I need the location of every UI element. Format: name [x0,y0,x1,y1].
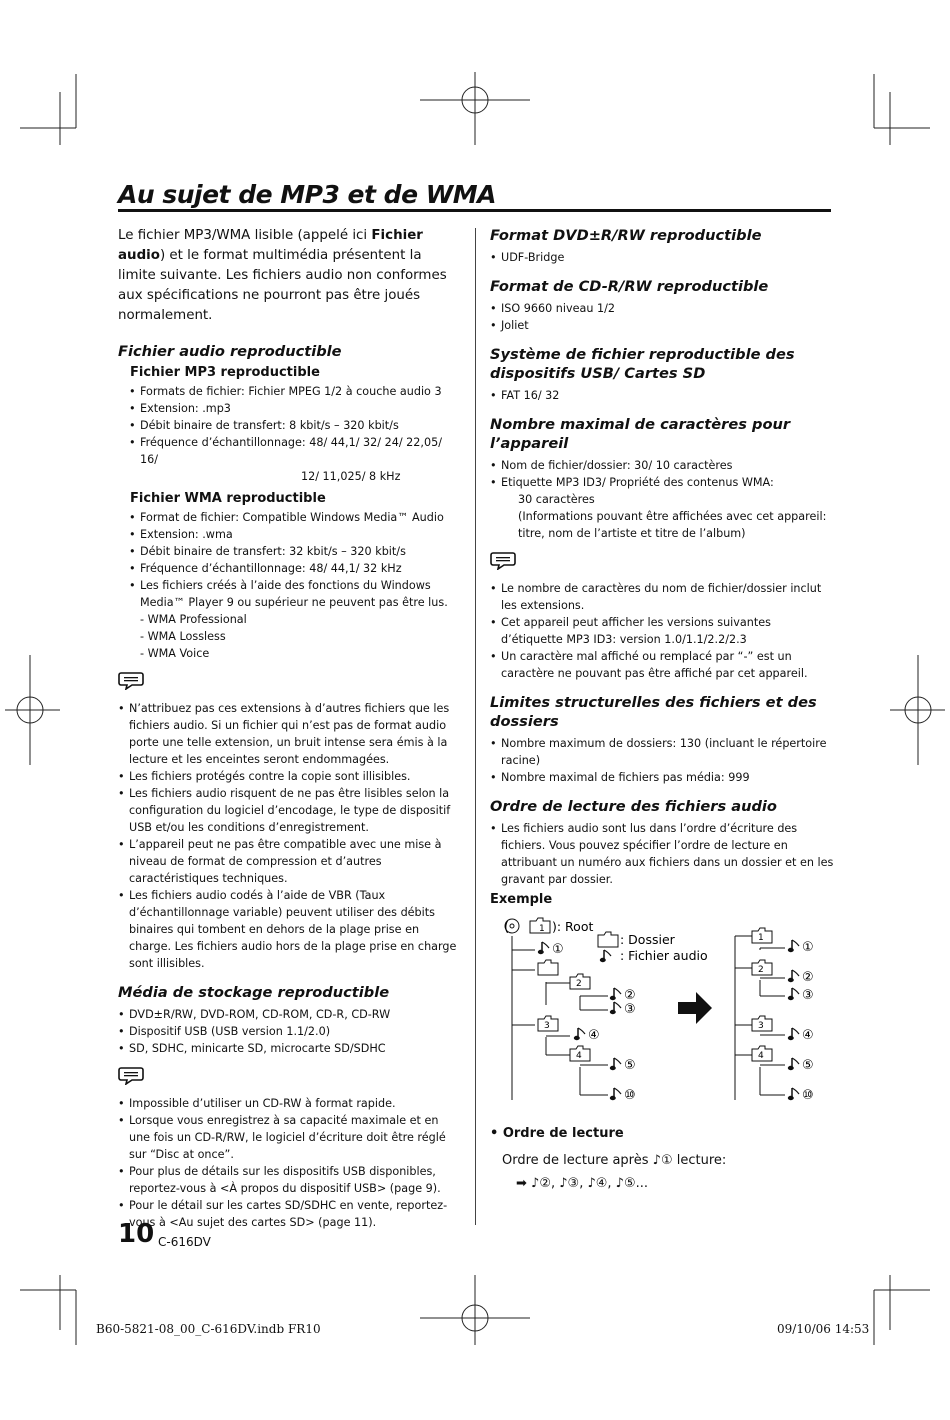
max-chars-heading: Nombre maximal de caractères pour l’appareil [490,416,791,452]
list-item: • Joliet [490,317,835,334]
list-item: • Le nombre de caractères du nom de fichier/dossier inclut les extensions. [490,580,835,614]
folder-r3: 3 [758,1021,764,1031]
file-4: ④ [588,1028,600,1043]
file-r1: ① [802,940,814,955]
list-item: • L’appareil peut ne pas être compatible avec une mise à niveau de format de compression et d’autres caractéristiques techniques. [118,836,463,887]
list-item: - WMA Professional [140,613,247,626]
max-chars-sub [490,491,835,542]
folder-r2: 2 [758,965,764,975]
list-item: • Impossible d’utiliser un CD-RW à format rapide. [118,1095,463,1112]
column-divider [475,228,476,1225]
max-chars-list [490,457,835,491]
arrow-icon: ➡ [516,1176,532,1191]
list-item: • Etiquette MP3 ID3/ Propriété des contenus WMA: [490,474,835,491]
list-item: • Cet appareil peut afficher les versions suivantes d’étiquette MP3 ID3: version 1.0/1.1/2.2/2.3 [490,614,835,648]
list-item: • DVD±R/RW, DVD-ROM, CD-ROM, CD-R, CD-RW [118,1006,463,1023]
svg-text:(: ( [504,920,510,935]
legend-folder: : Dossier [620,932,675,947]
legend-file: : Fichier audio [620,948,708,963]
title-rule [118,209,831,212]
list-item: • Les fichiers audio sont lus dans l’ordre d’écriture des fichiers. Vous pouvez spécifier l’ordre de lecture en attribuant un numéro aux fichiers dans un dossier et en les gravant par dossier. [490,820,835,888]
folder-3: 3 [544,1021,550,1031]
file-r3: ③ [802,988,814,1003]
page-number: 10 [118,1219,155,1249]
root-label: ): Root [552,919,594,934]
print-slug: B60-5821-08_00_C-616DV.indb FR10 [96,1322,321,1336]
file-3: ③ [624,1002,636,1017]
list-item: • Les fichiers audio risquent de ne pas être lisibles selon la configuration du logiciel d’encodage, le type de dispositif USB et/ou les conditions d’enregistrement. [118,785,463,836]
list-item: • Fréquence d’échantillonnage: 48/ 44,1/ 32 kHz [129,560,463,577]
storage-media-list [118,1006,463,1057]
file-10: ⑩ [624,1088,636,1103]
right-column [490,226,835,907]
file-5: ⑤ [624,1058,636,1073]
dvd-format-list [490,249,835,266]
list-item: • Pour plus de détails sur les dispositifs USB disponibles, reportez-vous à <À propos du dispositif USB> (page 9). [118,1163,463,1197]
file-r10: ⑩ [802,1088,814,1103]
mp3-frequency-continued: 12/ 11,025/ 8 kHz [301,470,401,483]
file-r5: ⑤ [802,1058,814,1073]
note-icon [118,1065,144,1085]
example-label: Exemple [490,892,553,907]
list-item: • SD, SDHC, minicarte SD, microcarte SD/SDHC [118,1040,463,1057]
page-title: Au sujet de MP3 et de WMA [118,180,497,209]
folder-r1: 1 [758,933,764,943]
limits-heading: Limites structurelles des fichiers et des dossiers [490,694,817,730]
list-item: • Pour le détail sur les cartes SD/SDHC en vente, reportez-vous à <Au sujet des cartes SD> (page 11). [118,1197,463,1231]
folder-r4: 4 [758,1051,764,1061]
filesystem-list [490,387,835,404]
file-2: ② [624,988,636,1003]
list-item: • Dispositif USB (USB version 1.1/2.0) [118,1023,463,1040]
list-item: • Nombre maximal de fichiers pas média: 999 [490,769,835,786]
root-folder-number: 1 [539,924,545,934]
folder-4: 4 [576,1051,582,1061]
list-item: • Nom de fichier/dossier: 30/ 10 caractères [490,457,835,474]
list-item: • Les fichiers protégés contre la copie sont illisibles. [118,768,463,785]
list-item: • Formats de fichier: Fichier MPEG 1/2 à couche audio 3 [129,383,463,400]
list-item: • Nombre maximum de dossiers: 130 (incluant le répertoire racine) [490,735,835,769]
music-note-icon: ♪ [652,1153,661,1168]
file-r4: ④ [802,1028,814,1043]
wma-list [129,509,463,611]
list-item: - WMA Lossless [140,630,226,643]
list-item: • Format de fichier: Compatible Windows Media™ Audio [129,509,463,526]
note-icon [490,550,516,570]
note-list-2 [118,1095,463,1231]
list-item: • N’attribuez pas ces extensions à d’autres fichiers que les fichiers audio. Si un fichier qui n’est pas de format audio porte une telle extension, un bruit intense sera émis à la lecture et les enceintes seront endommagées. [118,700,463,768]
list-item: • FAT 16/ 32 [490,387,835,404]
play-order-sequence: ➡ ♪②, ♪③, ♪④, ♪⑤... [516,1176,649,1191]
note-icon [118,670,144,690]
wma-heading: Fichier WMA reproductible [130,491,326,506]
play-order-line: Ordre de lecture après ♪① lecture: [502,1153,727,1168]
filesystem-heading: Système de fichier reproductible des dispositifs USB/ Cartes SD [490,346,795,382]
list-item: • UDF-Bridge [490,249,835,266]
list-item: • Les fichiers audio codés à l’aide de VBR (Taux d’échantillonnage variable) peuvent utiliser des débits binaires qui tombent en dehors de la plage prise en charge. Les fichiers audio hors de la plage prise en charge sont illisibles. [118,887,463,972]
play-order-heading: Ordre de lecture des fichiers audio [490,798,777,815]
play-order-list [490,820,835,888]
list-item: (Informations pouvant être affichées avec cet appareil: titre, nom de l’artiste et titre de l’album) [518,510,827,540]
list-item: • Fréquence d’échantillonnage: 48/ 44,1/ 32/ 24/ 22,05/ 16/ [129,434,463,468]
cd-format-list [490,300,835,334]
list-item: • ISO 9660 niveau 1/2 [490,300,835,317]
folder-tree-diagram [490,910,835,1110]
play-order-bullet: • Ordre de lecture [490,1126,624,1141]
list-item: • Extension: .wma [129,526,463,543]
dvd-format-heading: Format DVD±R/RW reproductible [490,227,762,244]
list-item: - WMA Voice [140,647,210,660]
audio-file-heading: Fichier audio reproductible [118,343,342,360]
cd-format-heading: Format de CD-R/RW reproductible [490,278,769,295]
storage-media-heading: Média de stockage reproductible [118,984,390,1001]
intro-paragraph: Le fichier MP3/WMA lisible (appelé ici Fichier audio) et le format multimédia présentent la limite suivante. Les fichiers audio non conformes aux spécifications ne pourront pas être joués normalement. [118,228,447,323]
list-item: • Lorsque vous enregistrez à sa capacité maximale et en une fois un CD-R/RW, le logiciel d’écriture doit être réglé sur “Disc at once”. [118,1112,463,1163]
left-column [118,226,463,1231]
note-list-1 [118,700,463,972]
list-item: • Un caractère mal affiché ou remplacé par “-” est un caractère ne pouvant pas être affiché par cet appareil. [490,648,835,682]
mp3-heading: Fichier MP3 reproductible [130,365,320,380]
model-name: C-616DV [158,1235,211,1249]
note-list-3 [490,580,835,682]
list-item: 30 caractères [518,493,595,506]
arrow-right-icon [678,992,712,1024]
list-item: • Débit binaire de transfert: 32 kbit/s – 320 kbit/s [129,543,463,560]
print-timestamp: 09/10/06 14:53 [777,1322,870,1336]
mp3-list [129,383,463,468]
list-item: • Les fichiers créés à l’aide des fonctions du Windows Media™ Player 9 ou supérieur ne peuvent pas être lus. [129,577,463,611]
wma-sublist [118,611,463,662]
file-1: ① [552,942,564,957]
file-r2: ② [802,970,814,985]
limits-list [490,735,835,786]
list-item: • Extension: .mp3 [129,400,463,417]
folder-2: 2 [576,979,582,989]
play-order-label: Ordre de lecture [502,1126,624,1141]
list-item: • Débit binaire de transfert: 8 kbit/s – 320 kbit/s [129,417,463,434]
